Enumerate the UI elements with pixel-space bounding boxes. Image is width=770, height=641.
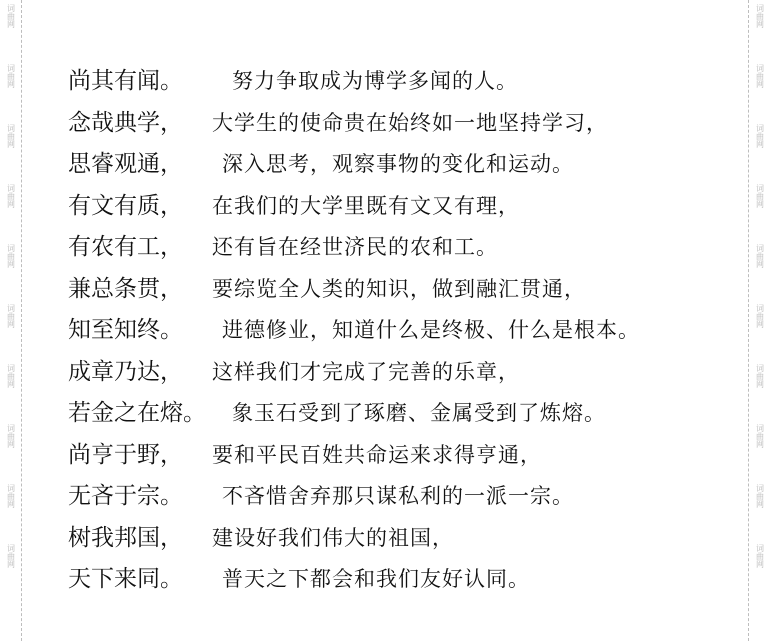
verse-original: 有文有质， xyxy=(68,192,183,219)
watermark-text: 词曲网 xyxy=(6,424,16,448)
verse-line xyxy=(68,228,708,270)
verse-list xyxy=(68,62,708,602)
verse-line xyxy=(68,394,708,436)
watermark-text: 词曲网 xyxy=(755,64,765,88)
verse-line xyxy=(68,187,708,229)
watermark-text: 词曲网 xyxy=(6,184,16,208)
verse-translation: 深入思考，观察事物的变化和运动。 xyxy=(222,152,574,176)
watermark-text: 词曲网 xyxy=(755,364,765,388)
verse-original: 念哉典学， xyxy=(68,109,183,136)
watermark-text: 词曲网 xyxy=(755,304,765,328)
right-watermark-strip xyxy=(748,0,770,641)
watermark-text: 词曲网 xyxy=(6,244,16,268)
verse-line xyxy=(68,311,708,353)
verse-line xyxy=(68,353,708,395)
verse-original: 知至知终。 xyxy=(68,317,183,343)
verse-translation: 普天之下都会和我们友好认同。 xyxy=(222,567,530,591)
verse-translation: 在我们的大学里既有文又有理， xyxy=(212,193,520,218)
watermark-text: 词曲网 xyxy=(755,124,765,148)
watermark-text: 词曲网 xyxy=(755,544,765,568)
verse-original: 树我邦国， xyxy=(68,524,183,551)
verse-line xyxy=(68,62,708,104)
verse-original: 无吝于宗。 xyxy=(68,483,183,509)
watermark-text: 词曲网 xyxy=(755,184,765,208)
watermark-text: 词曲网 xyxy=(755,484,765,508)
verse-original: 有农有工， xyxy=(68,234,183,260)
verse-original: 兼总条贯， xyxy=(68,275,183,302)
verse-original: 尚其有闻。 xyxy=(68,68,183,94)
verse-translation: 象玉石受到了琢磨、金属受到了炼熔。 xyxy=(232,401,606,425)
watermark-text: 词曲网 xyxy=(6,4,16,28)
verse-line xyxy=(68,519,708,561)
verse-line xyxy=(68,436,708,478)
verse-translation: 建设好我们伟大的祖国， xyxy=(212,525,454,550)
watermark-text: 词曲网 xyxy=(6,124,16,148)
watermark-text: 词曲网 xyxy=(6,544,16,568)
verse-line xyxy=(68,477,708,519)
verse-translation: 还有旨在经世济民的农和工。 xyxy=(212,235,498,259)
verse-original: 思睿观通， xyxy=(68,151,183,177)
verse-translation: 努力争取成为博学多闻的人。 xyxy=(232,69,518,93)
verse-line xyxy=(68,270,708,312)
verse-original: 天下来同。 xyxy=(68,566,183,592)
watermark-text: 词曲网 xyxy=(6,364,16,388)
verse-translation: 进德修业，知道什么是终极、什么是根本。 xyxy=(222,318,640,342)
watermark-text: 词曲网 xyxy=(755,424,765,448)
watermark-text: 词曲网 xyxy=(755,4,765,28)
watermark-text: 词曲网 xyxy=(6,304,16,328)
left-watermark-strip xyxy=(0,0,22,641)
verse-translation: 要和平民百姓共命运来求得亨通， xyxy=(212,442,542,467)
verse-line xyxy=(68,104,708,146)
verse-translation: 不吝惜舍弃那只谋私利的一派一宗。 xyxy=(222,484,574,508)
watermark-text: 词曲网 xyxy=(6,64,16,88)
verse-original: 成章乃达， xyxy=(68,358,183,385)
verse-line xyxy=(68,560,708,602)
verse-translation: 这样我们才完成了完善的乐章， xyxy=(212,359,520,384)
verse-translation: 大学生的使命贵在始终如一地坚持学习， xyxy=(212,110,608,135)
watermark-text: 词曲网 xyxy=(755,244,765,268)
verse-original: 尚亨于野， xyxy=(68,441,183,468)
verse-line xyxy=(68,145,708,187)
verse-original: 若金之在熔。 xyxy=(68,400,206,426)
verse-translation: 要综览全人类的知识，做到融汇贯通， xyxy=(212,276,586,301)
watermark-text: 词曲网 xyxy=(6,484,16,508)
